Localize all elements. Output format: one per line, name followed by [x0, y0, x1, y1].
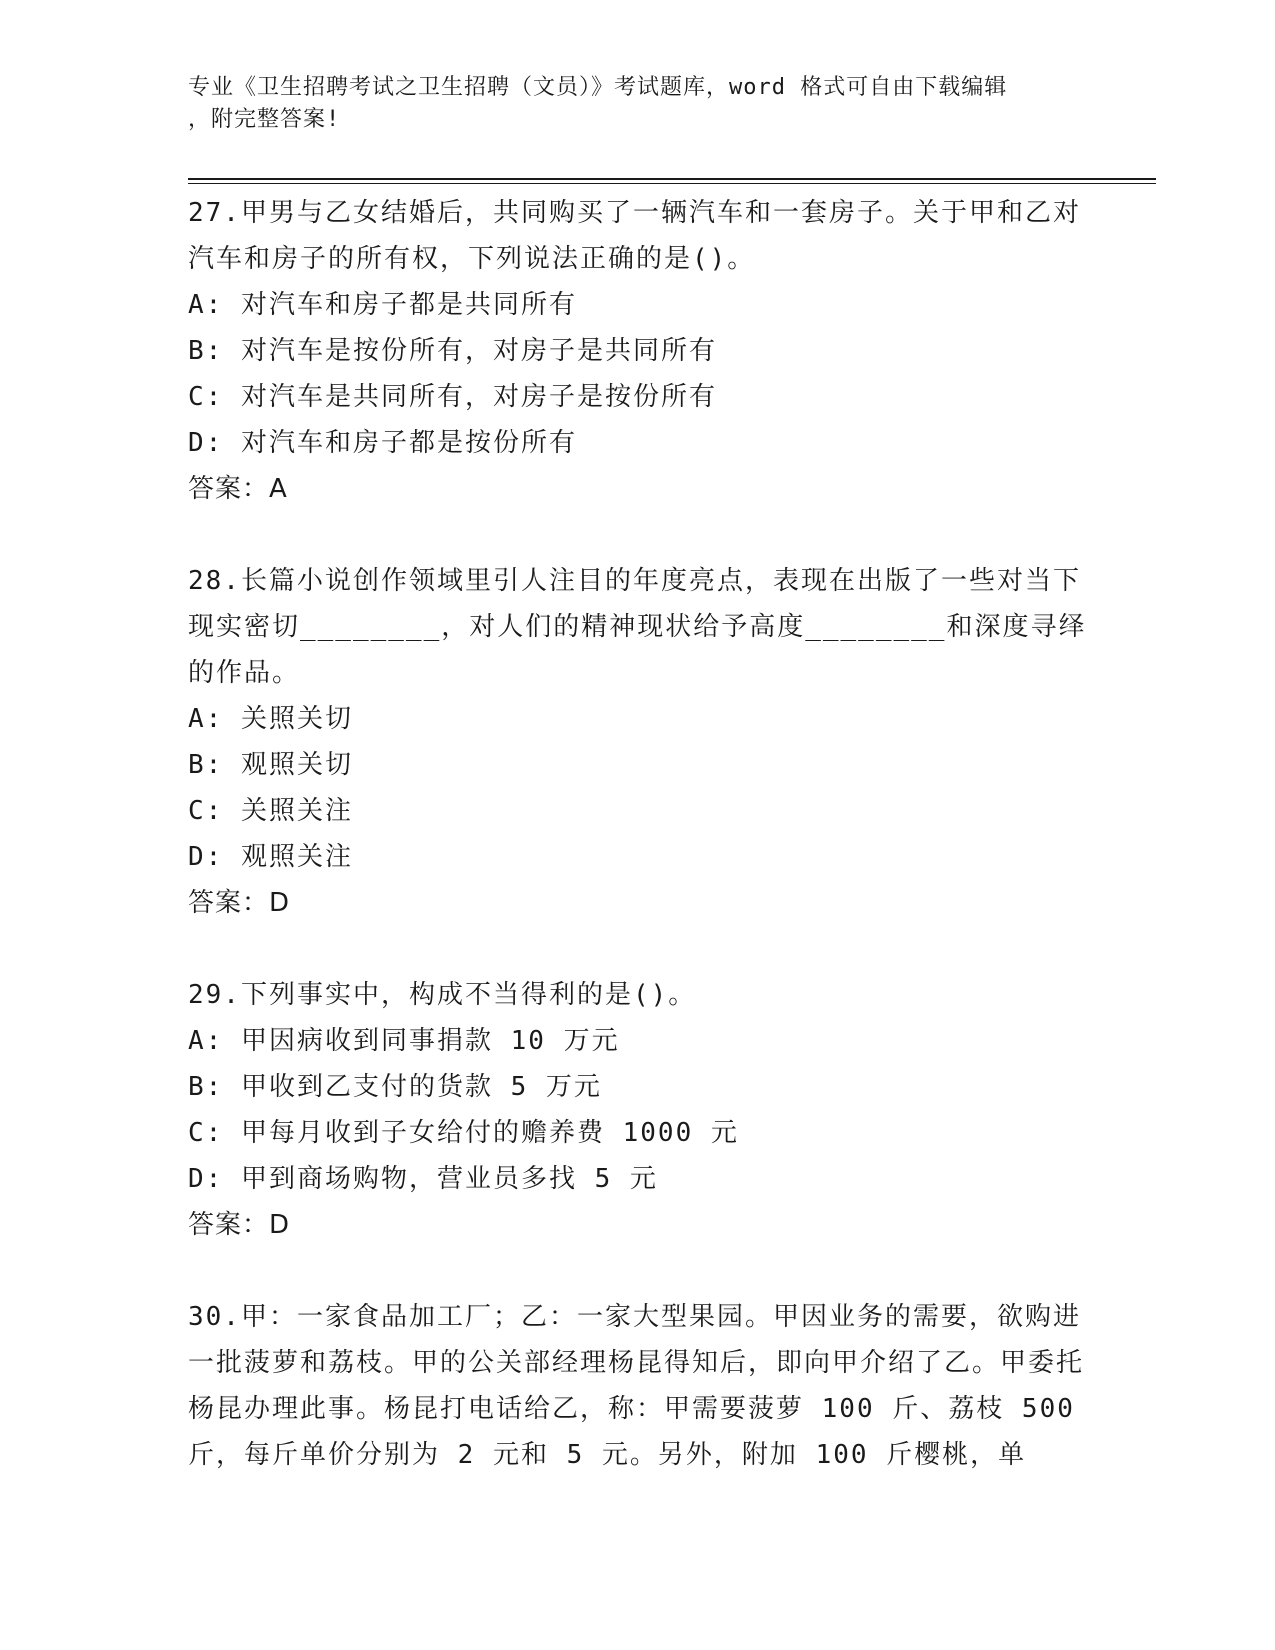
question-stem: 30.甲：一家食品加工厂；乙：一家大型果园。甲因业务的需要，欲购进一批菠萝和荔枝。甲的公关部经理杨昆得知后，即向甲介绍了乙。甲委托杨昆办理此事。杨昆打电话给乙，称：甲需要菠萝 100 斤、荔枝 500 斤，每斤单价分别为 2 元和 5 元。另外，附加 100 斤樱桃，单: [188, 1302, 1093, 1470]
option-c: C: 甲每月收到子女给付的赡养费 1000 元: [188, 1118, 739, 1148]
option-a: A: 甲因病收到同事捐款 10 万元: [188, 1026, 620, 1056]
question-list: [188, 190, 1093, 1478]
header-line-1: 专业《卫生招聘考试之卫生招聘（文员）》考试题库，word 格式可自由下载编辑: [188, 75, 1008, 100]
question-spacer: [188, 926, 1088, 972]
option-b: B: 甲收到乙支付的货款 5 万元: [188, 1072, 602, 1102]
header-divider-thick: [188, 178, 1156, 180]
question-spacer: [188, 1248, 1088, 1294]
option-d: D: 观照关注: [188, 842, 353, 872]
option-c: C: 关照关注: [188, 796, 353, 826]
answer-line: 答案：D: [188, 888, 291, 918]
header-divider-thin: [188, 183, 1156, 184]
document-header: [188, 72, 1088, 136]
header-line-2: ，附完整答案!: [188, 107, 341, 132]
question-29: [188, 972, 1088, 1248]
question-stem: 29.下列事实中，构成不当得利的是()。: [188, 980, 697, 1010]
option-a: A: 关照关切: [188, 704, 353, 734]
option-a: A: 对汽车和房子都是共同所有: [188, 290, 577, 320]
answer-line: 答案：A: [188, 474, 288, 504]
option-d: D: 对汽车和房子都是按份所有: [188, 428, 577, 458]
question-28: [188, 558, 1088, 926]
question-stem: 27.甲男与乙女结婚后，共同购买了一辆汽车和一套房子。关于甲和乙对汽车和房子的所有权，下列说法正确的是()。: [188, 198, 1081, 274]
option-b: B: 对汽车是按份所有，对房子是共同所有: [188, 336, 717, 366]
question-27: [188, 190, 1088, 512]
answer-line: 答案：D: [188, 1210, 291, 1240]
question-spacer: [188, 512, 1088, 558]
question-stem: 28.长篇小说创作领域里引人注目的年度亮点，表现在出版了一些对当下现实密切________，对人们的精神现状给予高度________和深度寻绎的作品。: [188, 566, 1087, 688]
option-c: C: 对汽车是共同所有，对房子是按份所有: [188, 382, 717, 412]
option-b: B: 观照关切: [188, 750, 353, 780]
option-d: D: 甲到商场购物，营业员多找 5 元: [188, 1164, 658, 1194]
question-30: [188, 1294, 1093, 1478]
